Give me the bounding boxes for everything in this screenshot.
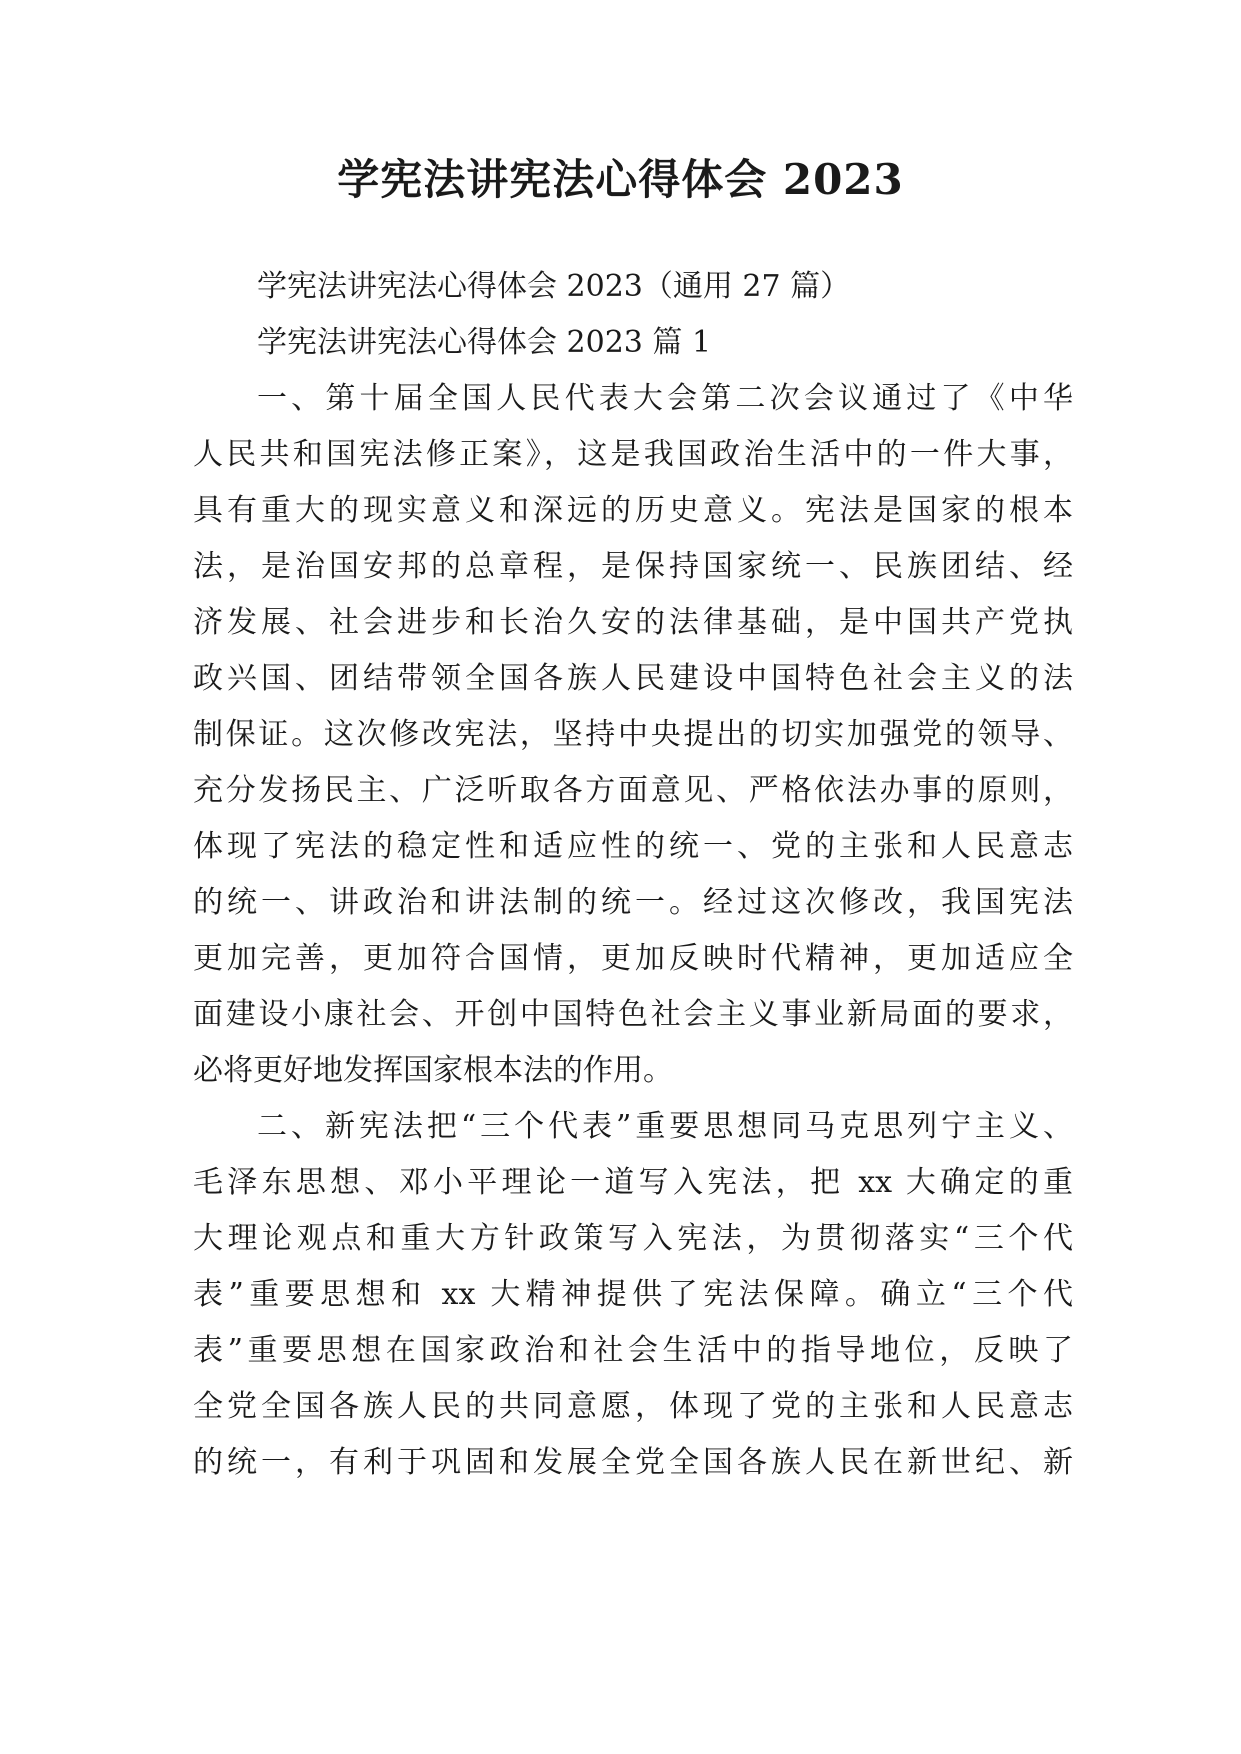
paragraph-line: 必将更好地发挥国家根本法的作用。 bbox=[193, 1053, 673, 1088]
paragraph-line: 全党全国各族人民的共同意愿，体现了党的主张和人民意志 bbox=[193, 1389, 1073, 1424]
paragraph-line: 人民共和国宪法修正案》，这是我国政治生活中的一件大事， bbox=[193, 437, 1073, 472]
paragraph-line: 体现了宪法的稳定性和适应性的统一、党的主张和人民意志 bbox=[193, 829, 1073, 864]
paragraph-line: 具有重大的现实意义和深远的历史意义。宪法是国家的根本 bbox=[193, 493, 1073, 528]
paragraph-line: 更加完善，更加符合国情，更加反映时代精神，更加适应全 bbox=[193, 941, 1073, 976]
paragraph-line: 济发展、社会进步和长治久安的法律基础，是中国共产党执 bbox=[193, 605, 1073, 640]
paragraph-line: 制保证。这次修改宪法，坚持中央提出的切实加强党的领导、 bbox=[193, 717, 1073, 752]
paragraph-line: 政兴国、团结带领全国各族人民建设中国特色社会主义的法 bbox=[193, 661, 1073, 696]
paragraph-line: 大理论观点和重大方针政策写入宪法，为贯彻落实“三个代 bbox=[193, 1221, 1073, 1256]
paragraph-line: 一、第十届全国人民代表大会第二次会议通过了《中华 bbox=[257, 381, 1073, 416]
paragraph-line: 表”重要思想和 xx 大精神提供了宪法保障。确立“三个代 bbox=[193, 1277, 1073, 1312]
document-body bbox=[193, 259, 1073, 1491]
paragraph-line: 的统一，有利于巩固和发展全党全国各族人民在新世纪、新 bbox=[193, 1445, 1073, 1480]
document-title: 学宪法讲宪法心得体会 2023 bbox=[337, 155, 904, 204]
paragraph-line: 表”重要思想在国家政治和社会生活中的指导地位，反映了 bbox=[193, 1333, 1073, 1368]
paragraph-line: 法，是治国安邦的总章程，是保持国家统一、民族团结、经 bbox=[193, 549, 1073, 584]
paragraph-line: 充分发扬民主、广泛听取各方面意见、严格依法办事的原则， bbox=[193, 773, 1073, 808]
paragraph-line: 二、新宪法把“三个代表”重要思想同马克思列宁主义、 bbox=[257, 1109, 1073, 1144]
paragraph-line: 毛泽东思想、邓小平理论一道写入宪法，把 xx 大确定的重 bbox=[193, 1165, 1073, 1200]
paragraph-line: 的统一、讲政治和讲法制的统一。经过这次修改，我国宪法 bbox=[193, 885, 1073, 920]
paragraph-line: 面建设小康社会、开创中国特色社会主义事业新局面的要求， bbox=[193, 997, 1073, 1032]
section-heading: 学宪法讲宪法心得体会 2023 篇 1 bbox=[257, 325, 712, 360]
subtitle-line: 学宪法讲宪法心得体会 2023（通用 27 篇） bbox=[257, 269, 851, 304]
